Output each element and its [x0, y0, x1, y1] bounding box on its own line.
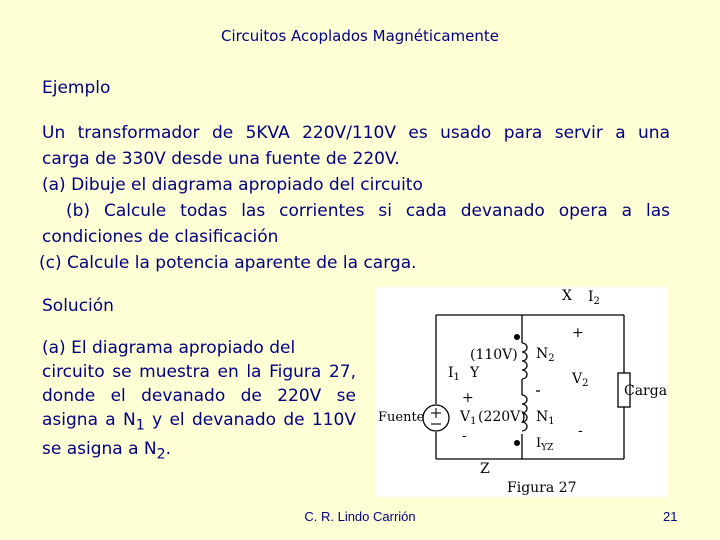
solution-line-5: [42, 437, 356, 466]
section-heading-ejemplo: Ejemplo: [42, 78, 111, 98]
dot-n1: [514, 440, 520, 446]
label-node-y: Y: [470, 365, 480, 381]
solution-text: [42, 336, 356, 467]
label-iyz: $I_{YZ}$: [536, 436, 554, 453]
circuit-figure: [376, 287, 668, 497]
problem-line-2: carga de 330V desde una fuente de 220V.: [42, 149, 400, 169]
label-220v: (220V): [478, 409, 526, 425]
solution-line-1: (a) El diagrama apropiado del: [42, 338, 296, 358]
coil-n2: [522, 343, 527, 379]
label-carga: Carga: [624, 383, 668, 399]
solution-line-4-sub: 1: [135, 417, 145, 434]
label-i1: $I_1$: [448, 365, 460, 383]
problem-line-b: (b) Calcule todas las corrientes si cada devanado opera a las: [66, 201, 670, 221]
solution-line-4: [42, 408, 356, 437]
solution-line-4-pre: asigna a N: [42, 410, 136, 430]
problem-line-b-cont: condiciones de clasificación: [42, 227, 279, 247]
label-v1: $V_1$: [460, 409, 477, 427]
label-node-z: Z: [480, 461, 490, 477]
label-plus-top: +: [572, 325, 584, 341]
label-110v: (110V): [470, 347, 518, 363]
label-node-x: X: [562, 288, 572, 304]
footer-author: C. R. Lindo Carrión: [304, 509, 416, 524]
circuit-diagram: [376, 287, 668, 497]
solution-line-5-sub: 2: [156, 446, 166, 463]
label-fuente: Fuente: [378, 410, 425, 425]
section-heading-solucion: Solución: [42, 296, 114, 316]
problem-line-a: (a) Dibuje el diagrama apropiado del circuito: [42, 175, 423, 195]
label-plus-v1: +: [462, 390, 474, 406]
solution-line-5-post: .: [165, 439, 172, 460]
solution-line-4-post: y el devanado de 110V: [144, 410, 356, 430]
slide-title: Circuitos Acoplados Magnéticamente: [221, 27, 499, 45]
label-minus-v1: -: [462, 428, 467, 444]
page-number: 21: [663, 509, 678, 524]
figure-caption: Figura 27: [507, 480, 577, 496]
dot-n2: [514, 334, 520, 340]
label-v2: $V_2$: [572, 371, 589, 389]
problem-line-c: (c) Calcule la potencia aparente de la carga.: [39, 253, 417, 273]
solution-line-2: circuito se muestra en la Figura 27,: [42, 362, 356, 382]
problem-statement: [39, 120, 670, 276]
problem-line-1: Un transformador de 5KVA 220V/110V es usado para servir a una: [42, 123, 670, 143]
solution-line-3: donde el devanado de 220V se: [42, 386, 356, 406]
label-n2: $N_2$: [536, 346, 555, 364]
label-minus-v2: -: [578, 423, 583, 439]
label-i2: $I_2$: [588, 289, 600, 307]
label-n1: $N_1$: [536, 409, 555, 427]
solution-line-5-pre: se asigna a N: [42, 439, 157, 460]
